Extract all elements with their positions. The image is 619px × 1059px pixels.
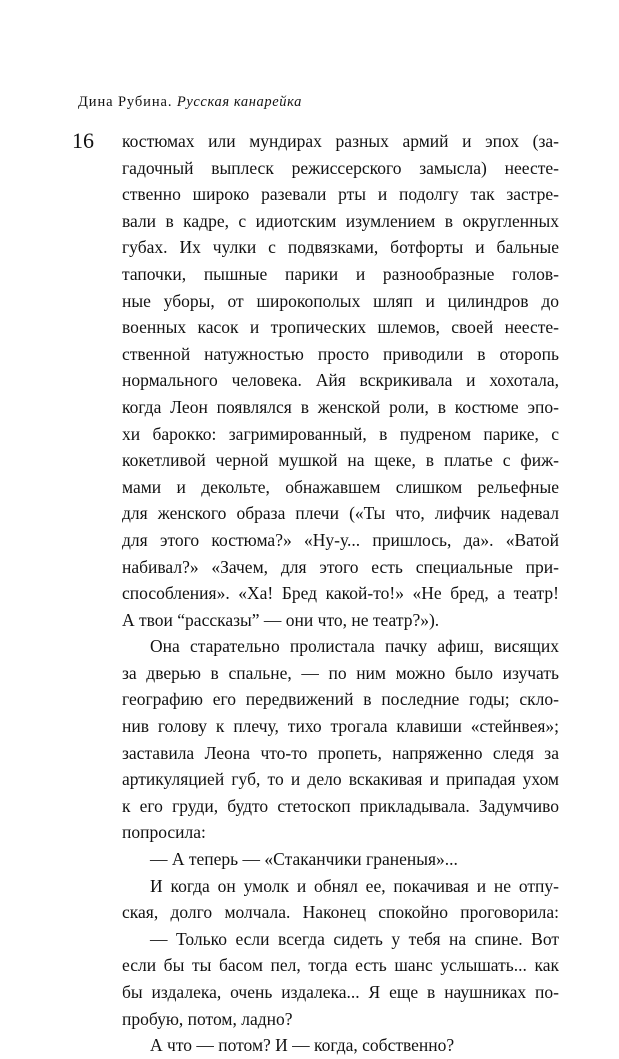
text-line: когда Леон появлялся в женской роли, в костюме эпо- xyxy=(122,396,559,417)
text-line: А твои “рассказы” — они что, не театр?»). xyxy=(122,609,440,630)
text-line: ственной натужностью просто приводили в оторопь xyxy=(122,343,559,364)
text-line: для этого костюма?» «Ну-у... пришлось, да». «Ватой xyxy=(122,529,559,550)
running-head-book-title: Русская канарейка xyxy=(176,94,303,110)
text-line: географию его передвижений в последние годы; скло- xyxy=(122,689,559,710)
text-line: губах. Их чулки с подвязками, ботфорты и бальные xyxy=(122,237,559,258)
text-line: ные уборы, от широкополых шляп и цилиндров до xyxy=(122,290,559,311)
text-line: гадочный выплеск режиссерского замысла) неесте- xyxy=(122,157,559,178)
text-line: если бы ты басом пел, тогда есть шанс услышать... как xyxy=(122,955,559,976)
running-head-author: Дина Рубина. xyxy=(78,94,173,110)
text-line: артикуляцией губ, то и дело вскакивая и припадая ухом xyxy=(122,769,559,790)
text-line: кокетливой черной мушкой на щеке, в платье с фиж- xyxy=(122,450,559,471)
text-line: мами и декольте, обнажавшем слишком рельефные xyxy=(122,476,559,497)
text-line: ская, долго молчала. Наконец спокойно проговорила: xyxy=(122,902,559,923)
text-line: за дверью в спальне, — по ним можно было изучать xyxy=(122,662,559,683)
text-line: А что — потом? И — когда, собственно? xyxy=(150,1035,455,1056)
text-line: — Только если всегда сидеть у тебя на спине. Вот xyxy=(150,928,559,949)
running-head xyxy=(78,94,302,111)
text-line: военных касок и тропических шлемов, своей неесте- xyxy=(122,317,559,338)
page-number: 16 xyxy=(72,128,94,153)
text-line: — А теперь — «Стаканчики граненыя»... xyxy=(150,849,458,870)
text-line: нормального человека. Айя вскрикивала и хохотала, xyxy=(122,370,559,391)
text-line: к его груди, будто стетоскоп прикладывала. Задумчиво xyxy=(122,795,559,816)
text-line: И когда он умолк и обнял ее, покачивая и не отпу- xyxy=(150,875,559,896)
text-line: способления». «Ха! Бред какой-то!» «Не бред, а театр! xyxy=(122,583,559,604)
text-line: ственно широко разевали рты и подолгу так застре- xyxy=(122,184,559,205)
text-line: для женского образа плечи («Ты что, лифчик надевал xyxy=(122,503,559,524)
text-line: костюмах или мундирах разных армий и эпох (за- xyxy=(122,131,559,151)
body-text xyxy=(122,128,559,1059)
text-line: хи барокко: загримированный, в пудреном парике, с xyxy=(122,423,559,444)
text-line: Она старательно пролистала пачку афиш, висящих xyxy=(150,636,559,657)
text-line: тапочки, пышные парики и разнообразные голов- xyxy=(122,263,559,284)
text-line: набивал?» «Зачем, для этого есть специальные при- xyxy=(122,556,559,577)
text-line: нив голову к плечу, тихо трогала клавиши «стейнвея»; xyxy=(122,716,559,737)
text-line: заставила Леона что-то пропеть, напряженно следя за xyxy=(122,742,559,763)
text-line: вали в кадре, с идиотским изумлением в округленных xyxy=(122,210,559,231)
text-line: попросила: xyxy=(122,822,206,843)
text-line: бы издалека, очень издалека... Я еще в наушниках по- xyxy=(122,982,559,1002)
text-line: пробую, потом, ладно? xyxy=(122,1008,293,1029)
